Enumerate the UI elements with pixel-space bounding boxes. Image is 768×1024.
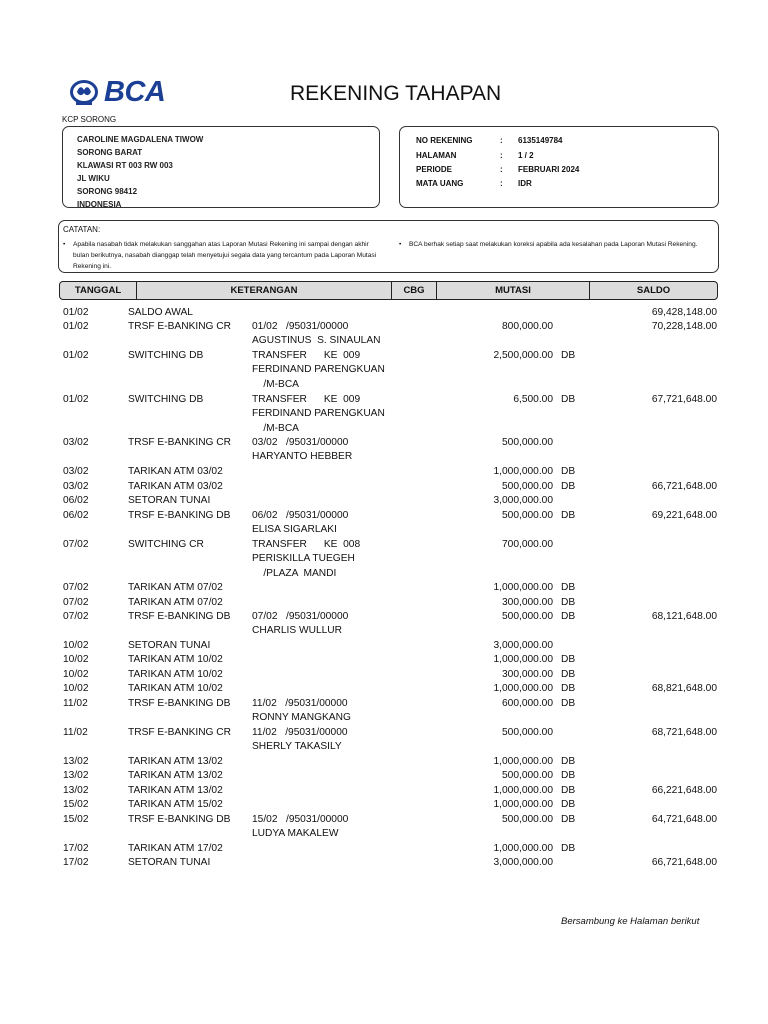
row-mutation: 1,000,000.00 [493,756,553,767]
row-mutation: 600,000.00 [502,698,553,709]
bank-logo [68,76,172,110]
address-line: KLAWASI RT 003 RW 003 [77,161,173,170]
row-details [252,349,385,392]
row-db-flag: DB [561,394,576,405]
row-db-flag: DB [561,770,576,781]
row-db-flag: DB [561,481,576,492]
row-db-flag: DB [561,582,576,593]
account-value: 1 / 2 [518,151,534,160]
row-description: TARIKAN ATM 13/02 [128,770,223,781]
account-label: NO REKENING [416,136,473,145]
row-date: 01/02 [63,394,89,405]
notes-title: CATATAN: [63,225,101,234]
row-description: TRSF E-BANKING DB [128,510,231,521]
address-line: SORONG 98412 [77,187,138,196]
row-date: 07/02 [63,611,89,622]
row-db-flag: DB [561,611,576,622]
customer-address-box [62,126,380,208]
row-mutation: 1,000,000.00 [493,843,553,854]
row-mutation: 500,000.00 [502,437,553,448]
row-mutation: 3,000,000.00 [493,857,553,868]
row-description: TARIKAN ATM 10/02 [128,669,223,680]
row-db-flag: DB [561,785,576,796]
row-date: 15/02 [63,814,89,825]
row-detail-line: /M-BCA [252,378,299,390]
col-date: TANGGAL [74,285,122,296]
row-mutation: 700,000.00 [502,539,553,550]
note-right [399,239,714,250]
branch-name: KCP SORONG [62,115,117,124]
row-balance: 68,721,648.00 [651,727,717,738]
row-mutation: 3,000,000.00 [493,495,553,506]
bullet-icon: • [399,241,402,248]
row-db-flag: DB [561,756,576,767]
row-details [252,320,381,349]
row-db-flag: DB [561,597,576,608]
row-description: TARIKAN ATM 10/02 [128,654,223,665]
row-description: SETORAN TUNAI [128,640,211,651]
account-sep: : [500,151,503,160]
account-value: FEBRUARI 2024 [518,165,580,174]
row-detail-line: 11/02 /95031/00000 [252,727,348,738]
bca-emblem-icon [68,78,100,108]
row-description: TARIKAN ATM 13/02 [128,785,223,796]
row-mutation: 500,000.00 [502,611,553,622]
row-detail-line: 15/02 /95031/00000 [252,814,349,825]
row-date: 13/02 [63,770,89,781]
row-db-flag: DB [561,510,576,521]
row-db-flag: DB [561,683,576,694]
row-db-flag: DB [561,466,576,477]
row-mutation: 500,000.00 [502,814,553,825]
row-mutation: 1,000,000.00 [493,799,553,810]
row-details [252,813,348,842]
customer-address [77,133,203,211]
row-detail-line: /M-BCA [252,422,299,434]
row-description: TARIKAN ATM 17/02 [128,843,223,854]
row-description: SETORAN TUNAI [128,495,211,506]
row-date: 06/02 [63,495,89,506]
row-description: TARIKAN ATM 03/02 [128,466,223,477]
col-mutasi: MUTASI [495,285,531,296]
col-desc: KETERANGAN [230,285,298,296]
row-date: 01/02 [63,307,89,318]
row-detail-line: TRANSFER KE 008 [252,539,361,550]
row-details [252,509,348,538]
row-detail-line: 11/02 /95031/00000 [252,698,348,709]
row-balance: 64,721,648.00 [651,814,717,825]
row-detail-line: HARYANTO HEBBER [252,451,353,463]
row-balance: 68,121,648.00 [651,611,717,622]
row-balance: 66,721,648.00 [651,857,717,868]
row-mutation: 6,500.00 [513,394,553,405]
col-saldo: SALDO [636,285,671,296]
row-date: 01/02 [63,321,89,332]
address-line: INDONESIA [77,200,122,209]
row-description: TRSF E-BANKING CR [128,321,232,332]
row-mutation: 300,000.00 [502,669,553,680]
account-value: 6135149784 [518,136,563,145]
row-mutation: 3,000,000.00 [493,640,553,651]
row-date: 06/02 [63,510,89,521]
row-date: 03/02 [63,481,89,492]
row-detail-line: ELISA SIGARLAKI [252,524,337,536]
row-balance: 69,428,148.00 [651,307,717,318]
row-date: 07/02 [63,597,89,608]
note-right-text: BCA berhak setiap saat melakukan koreksi apabila ada kesalahan pada Laporan Mutasi Rekening. [409,241,698,248]
row-mutation: 800,000.00 [502,321,553,332]
account-info-box [399,126,719,208]
row-mutation: 1,000,000.00 [493,582,553,593]
row-date: 17/02 [63,857,89,868]
address-line: JL WIKU [77,174,110,183]
row-description: TARIKAN ATM 15/02 [128,799,223,810]
account-sep: : [500,136,503,145]
row-db-flag: DB [561,799,576,810]
row-mutation: 500,000.00 [502,770,553,781]
row-db-flag: DB [561,843,576,854]
row-date: 17/02 [63,843,89,854]
account-label: PERIODE [416,165,453,174]
row-description: TARIKAN ATM 07/02 [128,597,223,608]
row-date: 13/02 [63,756,89,767]
row-balance: 70,228,148.00 [651,321,717,332]
row-db-flag: DB [561,669,576,680]
row-balance: 66,221,648.00 [651,785,717,796]
row-details [252,726,348,755]
row-date: 07/02 [63,582,89,593]
account-value: IDR [518,179,532,188]
address-line: SORONG BARAT [77,148,143,157]
bullet-icon: • [63,241,66,248]
row-date: 03/02 [63,437,89,448]
row-details [252,697,351,726]
row-detail-line: 03/02 /95031/00000 [252,437,349,448]
row-db-flag: DB [561,654,576,665]
row-date: 10/02 [63,654,89,665]
note-left-text: Apabila nasabah tidak melakukan sanggahan atas Laporan Mutasi Rekening ini sampai dengan akhir bulan berikutnya, nasabah dianggap telah menyetujui segala data yang tercantum pada Laporan Mutasi Rekening ini. [73,241,377,270]
row-date: 10/02 [63,669,89,680]
row-detail-line: 06/02 /95031/00000 [252,510,349,521]
row-description: SETORAN TUNAI [128,857,211,868]
row-db-flag: DB [561,350,576,361]
row-details [252,436,352,465]
row-detail-line: LUDYA MAKALEW [252,828,339,840]
row-description: TARIKAN ATM 07/02 [128,582,223,593]
row-detail-line: PERISKILLA TUEGEH [252,553,355,565]
row-balance: 67,721,648.00 [651,394,717,405]
row-detail-line: /PLAZA MANDI [252,567,337,579]
row-mutation: 1,000,000.00 [493,654,553,665]
row-mutation: 2,500,000.00 [493,350,553,361]
bank-name: BCA [104,76,166,108]
row-date: 10/02 [63,683,89,694]
footer-note: Bersambung ke Halaman berikut [561,916,700,927]
row-date: 03/02 [63,466,89,477]
row-date: 07/02 [63,539,89,550]
row-detail-line: RONNY MANGKANG [252,712,351,724]
row-description: TRSF E-BANKING DB [128,814,231,825]
row-description: TARIKAN ATM 10/02 [128,683,223,694]
row-description: TRSF E-BANKING DB [128,698,231,709]
note-left [63,239,383,272]
row-description: TARIKAN ATM 13/02 [128,756,223,767]
row-mutation: 1,000,000.00 [493,466,553,477]
account-sep: : [500,179,503,188]
document-title: REKENING TAHAPAN [290,82,502,105]
notes-box [58,220,719,273]
row-description: SALDO AWAL [128,307,193,318]
row-date: 15/02 [63,799,89,810]
row-description: TRSF E-BANKING CR [128,727,232,738]
row-mutation: 300,000.00 [502,597,553,608]
row-mutation: 1,000,000.00 [493,683,553,694]
row-balance: 66,721,648.00 [651,481,717,492]
row-balance: 69,221,648.00 [651,510,717,521]
row-mutation: 500,000.00 [502,727,553,738]
row-description: TRSF E-BANKING DB [128,611,231,622]
row-date: 11/02 [63,727,88,738]
table-header [59,281,718,300]
account-label: MATA UANG [416,179,464,188]
row-description: SWITCHING DB [128,350,204,361]
row-db-flag: DB [561,698,576,709]
row-balance: 68,821,648.00 [651,683,717,694]
row-date: 13/02 [63,785,89,796]
row-detail-line: AGUSTINUS S. SINAULAN [252,335,381,347]
row-detail-line: 01/02 /95031/00000 [252,321,349,332]
row-detail-line: TRANSFER KE 009 [252,350,361,361]
account-sep: : [500,165,503,174]
row-db-flag: DB [561,814,576,825]
row-detail-line: FERDINAND PARENGKUAN [252,364,385,376]
row-mutation: 500,000.00 [502,481,553,492]
row-description: SWITCHING DB [128,394,204,405]
row-date: 01/02 [63,350,89,361]
col-cbg: CBG [403,285,425,296]
row-detail-line: CHARLIS WULLUR [252,625,343,637]
row-date: 10/02 [63,640,89,651]
row-details [252,610,348,639]
address-line: CAROLINE MAGDALENA TIWOW [77,135,204,144]
row-detail-line: FERDINAND PARENGKUAN [252,408,385,420]
row-details [252,538,360,581]
row-detail-line: 07/02 /95031/00000 [252,611,349,622]
row-detail-line: TRANSFER KE 009 [252,394,361,405]
row-description: TARIKAN ATM 03/02 [128,481,223,492]
account-label: HALAMAN [416,151,457,160]
row-description: SWITCHING CR [128,539,204,550]
row-description: TRSF E-BANKING CR [128,437,232,448]
row-detail-line: SHERLY TAKASILY [252,741,342,753]
row-details [252,393,385,436]
row-mutation: 1,000,000.00 [493,785,553,796]
row-mutation: 500,000.00 [502,510,553,521]
row-date: 11/02 [63,698,88,709]
